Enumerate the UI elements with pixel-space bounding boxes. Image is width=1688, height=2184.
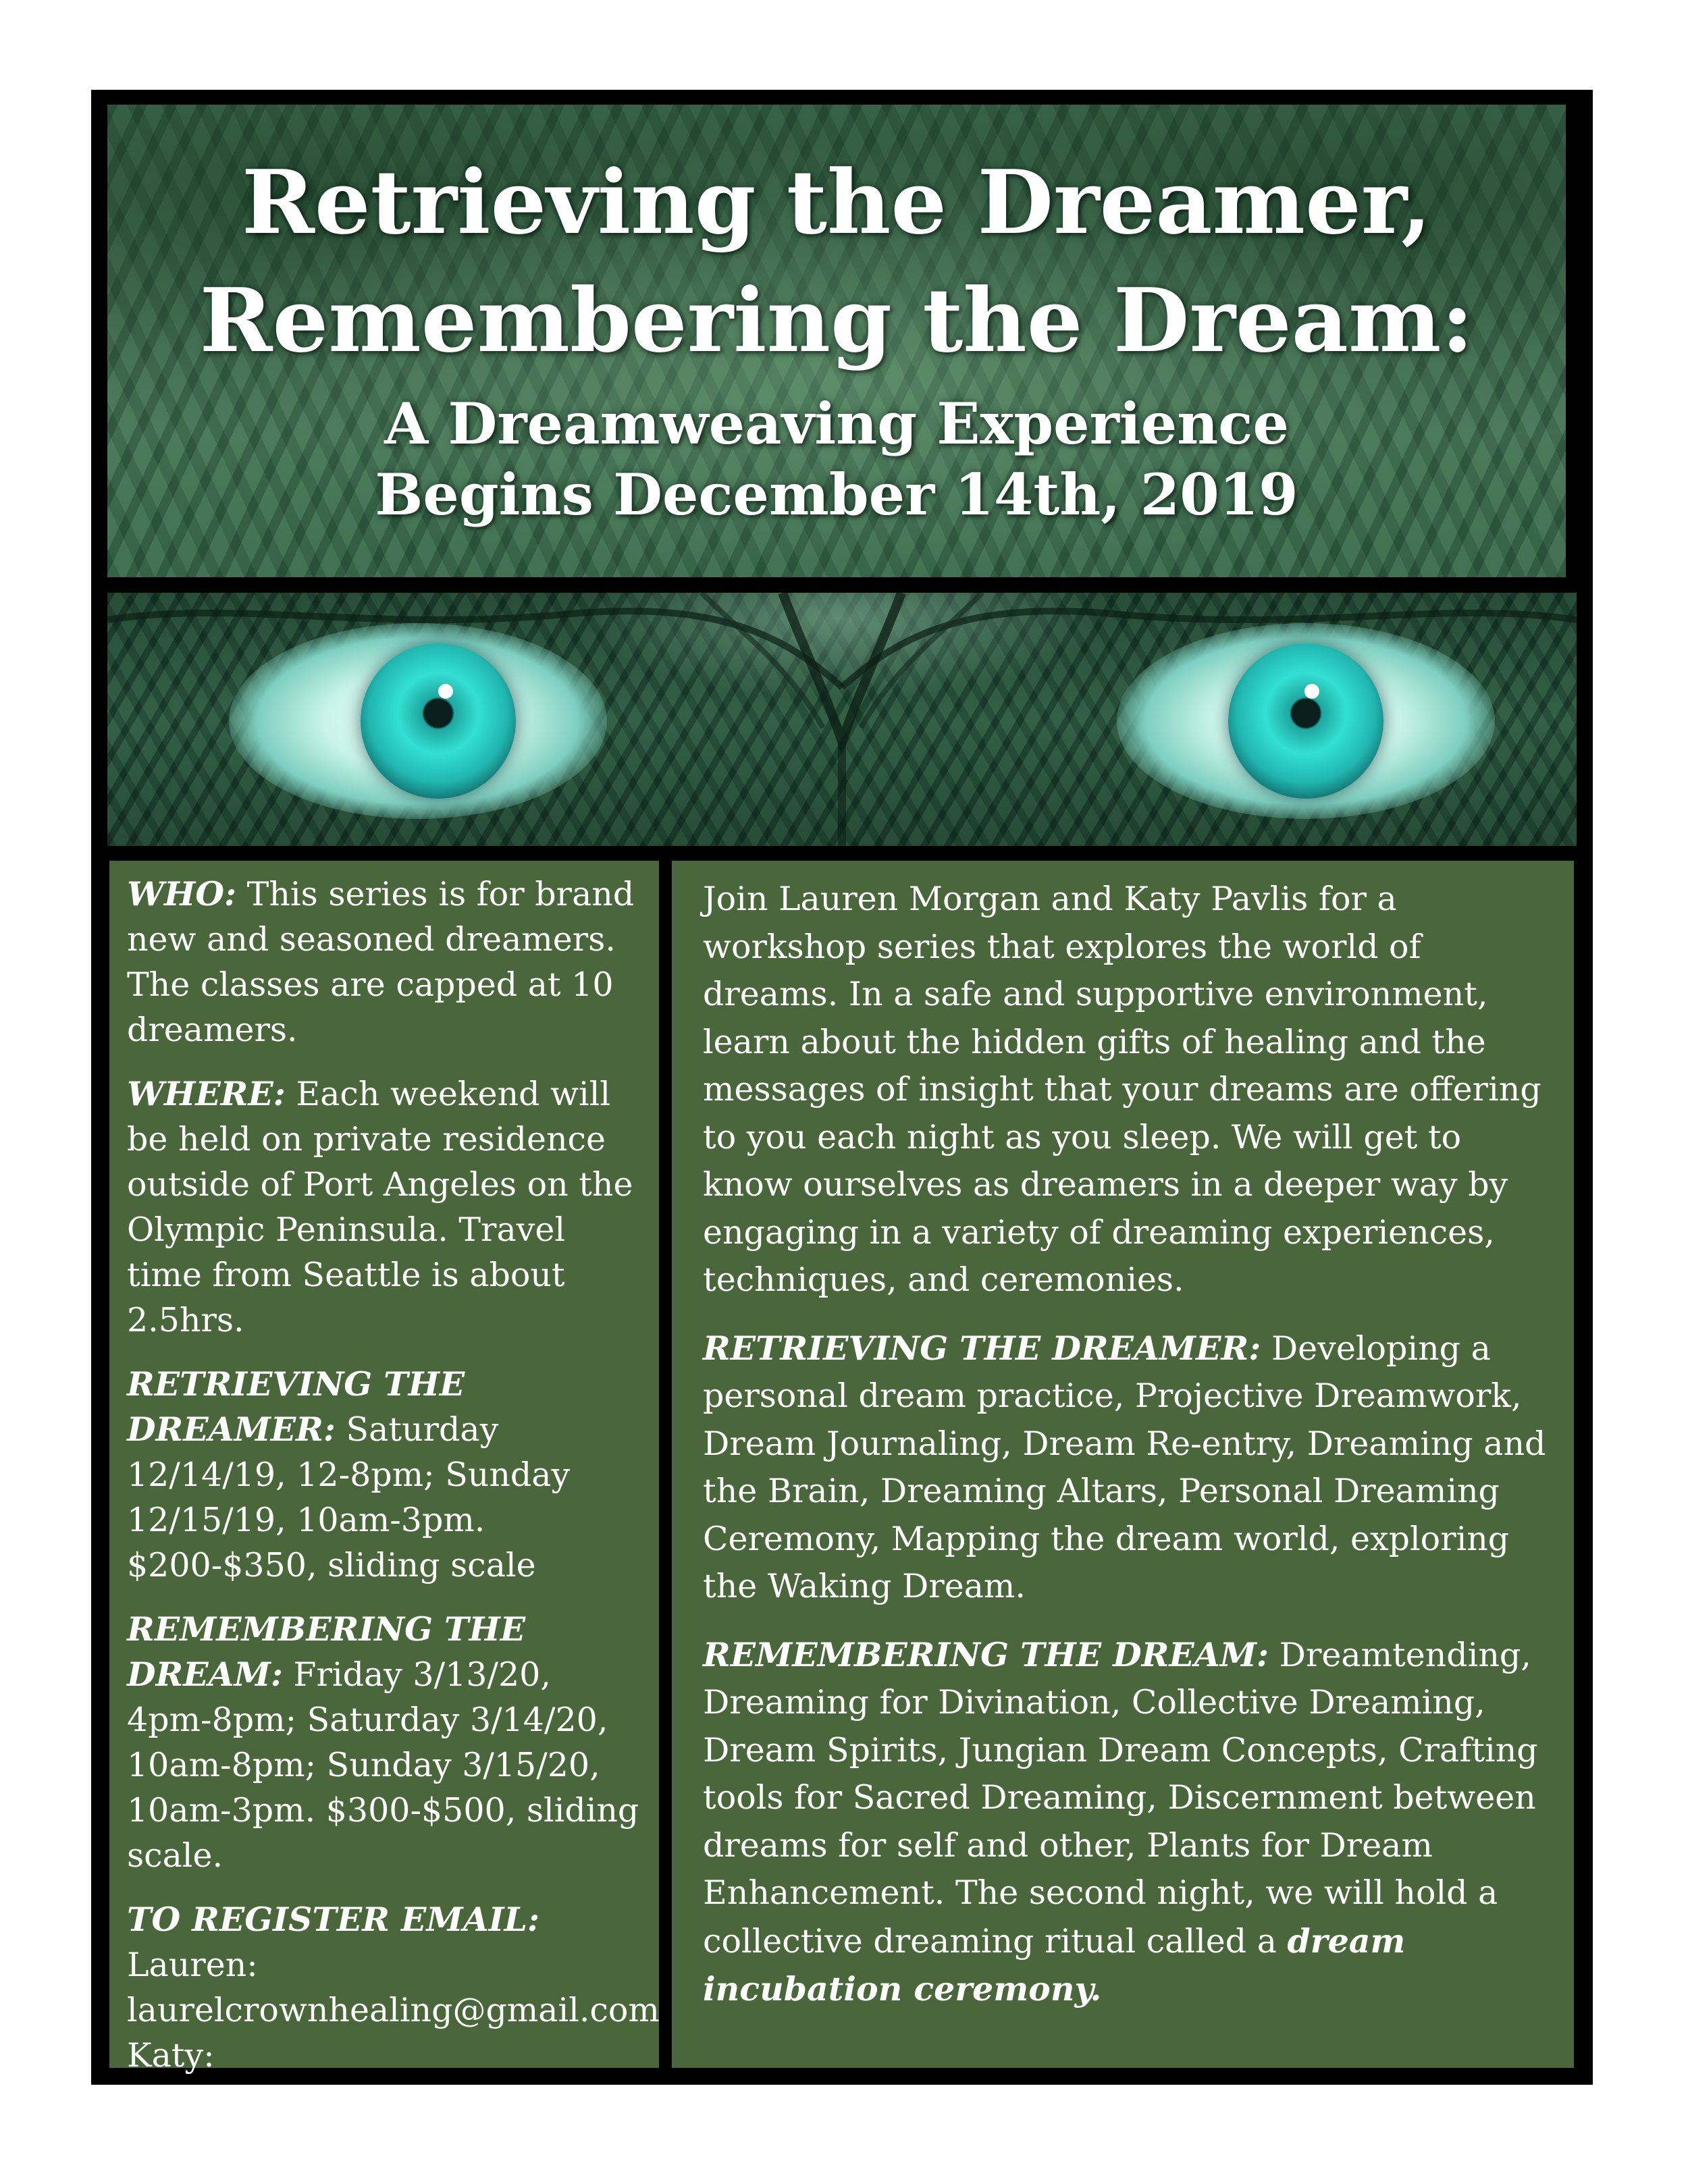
who-label: WHO: — [127, 874, 237, 913]
subtitle-line-2: Begins December 14th, 2019 — [375, 461, 1298, 528]
retrieving-curriculum-label: RETRIEVING THE DREAMER: — [703, 1328, 1261, 1368]
katy-email-link[interactable]: katy@wordsbetweenworlds.com — [127, 2081, 670, 2120]
retrieving-schedule-text: Saturday 12/14/19, 12-8pm; Sunday 12/15/19, 10am-3pm. $200-$350, sliding scale — [127, 1410, 571, 1584]
left-eye — [229, 623, 607, 819]
title-line-2: Remembering the Dream: — [199, 269, 1474, 372]
right-eye — [1117, 623, 1495, 819]
dream-incubation-ceremony: dream incubation ceremony. — [703, 1921, 1406, 2008]
who-text: This series is for brand new and seasoned dreamers. The classes are capped at 10 dreamers. — [127, 875, 635, 1049]
title-line-1: Retrieving the Dreamer, — [241, 151, 1432, 254]
katy-label: Katy: — [127, 2036, 215, 2075]
lauren-email-link[interactable]: laurelcrownhealing@gmail.com — [127, 1991, 660, 2029]
right-eye-glint — [1304, 684, 1319, 699]
right-iris — [1228, 643, 1383, 799]
where-section — [127, 1071, 645, 1343]
remembering-curriculum — [703, 1631, 1559, 2014]
intro-paragraph: Join Lauren Morgan and Katy Pavlis for a workshop series that explores the world of dreams. In a safe and supportive environment, learn about the hidden gifts of healing and the messages of insight that your dreams are offering to you each night as you sleep. We will get to know ourselves as dreamers in a deeper way by engaging in a variety of dreaming experiences, techniques, and ceremonies. — [703, 880, 1541, 1299]
header-banner — [107, 105, 1566, 577]
who-section — [127, 872, 645, 1053]
eyes-image — [107, 593, 1577, 846]
remembering-curriculum-label: REMEMBERING THE DREAM: — [703, 1634, 1269, 1674]
remembering-schedule — [127, 1607, 645, 1878]
where-text: Each weekend will be held on private residence outside of Port Angeles on the Olympic Peninsula. Travel time from Seattle is about 2.5hrs. — [127, 1075, 633, 1339]
remembering-schedule-label: REMEMBERING THE DREAM: — [127, 1609, 526, 1694]
left-iris — [361, 643, 516, 799]
retrieving-schedule-label: RETRIEVING THE DREAMER: — [127, 1364, 465, 1449]
register-label: TO REGISTER EMAIL: — [127, 1900, 540, 1939]
subtitle-line-1: A Dreamweaving Experience — [384, 390, 1289, 457]
lauren-label: Lauren: — [127, 1946, 258, 1984]
where-label: WHERE: — [127, 1074, 286, 1113]
left-eye-glint — [438, 684, 453, 699]
register-section — [127, 1897, 670, 2123]
retrieving-curriculum-text: Developing a personal dream practice, Projective Dreamwork, Dream Journaling, Dream Re-entry, Dreaming and the Brain, Dreaming Altars, Personal Dreaming Ceremony, Mapping the dream world, exploring the Waking Dream. — [703, 1329, 1546, 1605]
retrieving-schedule — [127, 1362, 645, 1588]
retrieving-curriculum — [703, 1325, 1559, 1611]
remembering-schedule-text: Friday 3/13/20, 4pm-8pm; Saturday 3/14/20, 10am-8pm; Sunday 3/15/20, 10am-3pm. $300-$500, sliding scale. — [127, 1655, 639, 1875]
description-panel — [672, 861, 1574, 2068]
details-panel — [109, 861, 670, 2120]
remembering-curriculum-text: Dreamtending, Dreaming for Divination, Collective Dreaming, Dream Spirits, Jungian Dream Concepts, Crafting tools for Sacred Dreaming, Discernment between dreams for self and other, Plants for Dream Enhancement. The second night, we will hold a collective dreaming ritual called a — [703, 1635, 1538, 1961]
